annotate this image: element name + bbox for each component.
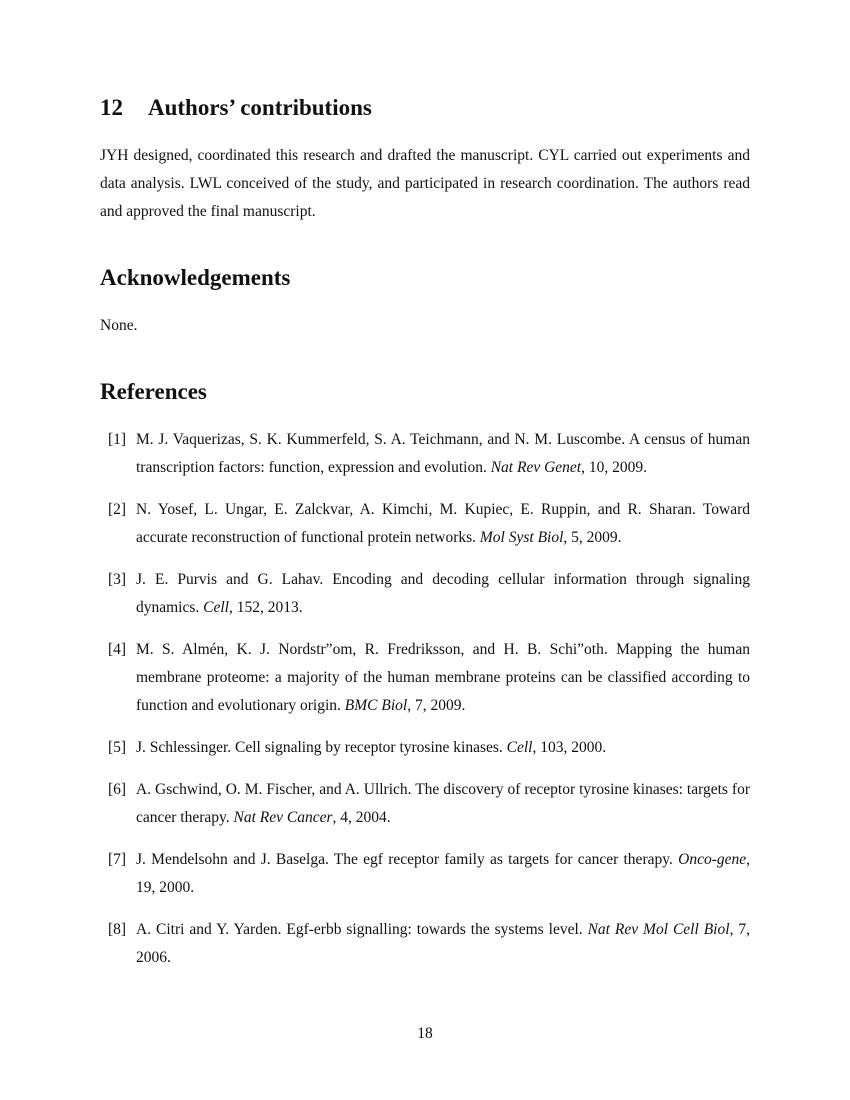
reference-item [100,916,750,972]
reference-number: [1] [108,431,127,448]
reference-item [100,846,750,902]
reference-item [100,426,750,482]
reference-tail: , 5, 2009. [563,529,622,546]
reference-journal: Nat Rev Cancer [233,809,333,826]
reference-item [100,734,750,762]
reference-item [100,566,750,622]
reference-journal: Nat Rev Mol Cell Biol [587,921,730,938]
reference-text: A. Citri and Y. Yarden. Egf-erbb signalling: towards the systems level. [136,921,588,938]
reference-item [100,776,750,832]
reference-tail: , 7, 2009. [407,697,466,714]
reference-journal: BMC Biol [344,697,408,714]
reference-journal: Mol Syst Biol [479,529,564,546]
reference-item [100,636,750,720]
section-number: 12 [100,95,123,120]
reference-text: J. Mendelsohn and J. Baselga. The egf receptor family as targets for cancer therapy. [136,851,679,868]
reference-journal: Cell [203,599,229,616]
reference-number: [6] [108,781,127,798]
section-heading [100,95,372,121]
references-heading: References [100,379,207,404]
reference-tail: , 103, 2000. [532,739,607,756]
reference-tail: , 19, 2000. [136,851,750,896]
reference-journal: Onco-gene [678,851,747,868]
reference-number: [3] [108,571,127,588]
reference-journal: Cell [506,739,533,756]
reference-text: N. Yosef, L. Ungar, E. Zalckvar, A. Kimchi, M. Kupiec, E. Ruppin, and R. Sharan. Toward accurate reconstruction of functional protein networks. [136,501,750,546]
acknowledgements-heading: Acknowledgements [100,265,291,290]
reference-tail: , 152, 2013. [229,599,303,616]
reference-number: [2] [108,501,127,518]
reference-text: M. S. Almén, K. J. Nordstr”om, R. Fredriksson, and H. B. Schi”oth. Mapping the human membrane proteome: a majority of the human membrane proteins can be classified according to function and evolutionary origin. [136,641,750,714]
reference-tail: , 10, 2009. [581,459,647,476]
reference-tail: , 4, 2004. [332,809,391,826]
reference-number: [7] [108,851,127,868]
section-title: Authors’ contributions [148,95,372,120]
reference-journal: Nat Rev Genet [490,459,582,476]
acknowledgements-paragraph: None. [100,317,138,334]
reference-number: [4] [108,641,127,658]
contributions-paragraph: JYH designed, coordinated this research and drafted the manuscript. CYL carried out experiments and data analysis. LWL conceived of the study, and participated in research coordination. The authors read and approved the final manuscript. [100,147,750,220]
reference-tail: , 7, 2006. [136,921,750,966]
paper-page [100,0,750,1100]
reference-number: [8] [108,921,127,938]
reference-text: A. Gschwind, O. M. Fischer, and A. Ullrich. The discovery of receptor tyrosine kinases: targets for cancer therapy. [136,781,750,826]
reference-text: M. J. Vaquerizas, S. K. Kummerfeld, S. A. Teichmann, and N. M. Luscombe. A census of human transcription factors: function, expression and evolution. [136,431,750,476]
reference-text: J. E. Purvis and G. Lahav. Encoding and decoding cellular information through signaling dynamics. [136,571,750,616]
page-number: 18 [417,1025,433,1042]
reference-item [100,496,750,552]
reference-number: [5] [108,739,127,756]
reference-list [100,426,750,986]
reference-text: J. Schlessinger. Cell signaling by receptor tyrosine kinases. [136,739,507,756]
